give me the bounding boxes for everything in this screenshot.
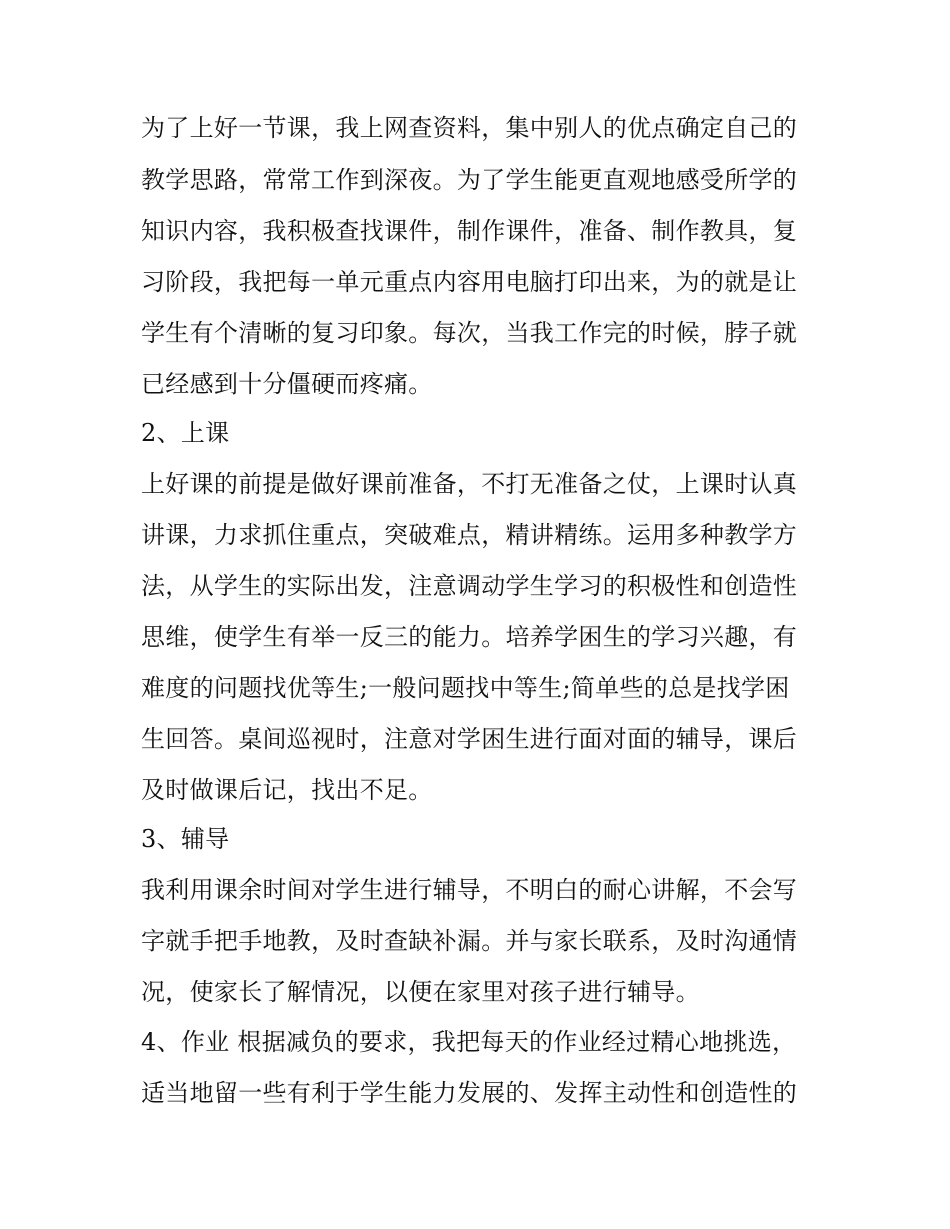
text-line: 思维，使学生有举一反三的能力。培养学困生的学习兴趣，有 bbox=[141, 623, 798, 651]
text-line: 已经感到十分僵硬而疼痛。 bbox=[141, 370, 433, 398]
section-heading: 2、上课 bbox=[141, 419, 230, 447]
text-line: 况，使家长了解情况，以便在家里对孩子进行辅导。 bbox=[141, 978, 700, 1006]
text-line: 知识内容，我积极查找课件，制作课件，准备、制作教具，复 bbox=[141, 217, 798, 245]
text-line: 讲课，力求抓住重点，突破难点，精讲精练。运用多种教学方 bbox=[141, 521, 798, 549]
text-line: 为了上好一节课，我上网查资料，集中别人的优点确定自己的 bbox=[141, 114, 798, 142]
section-heading: 3、辅导 bbox=[141, 825, 230, 853]
text-line: 法，从学生的实际出发，注意调动学生学习的积极性和创造性 bbox=[141, 572, 798, 600]
text-line: 难度的问题找优等生;一般问题找中等生;简单些的总是找学困 bbox=[141, 674, 790, 702]
text-line: 教学思路，常常工作到深夜。为了学生能更直观地感受所学的 bbox=[141, 166, 798, 194]
text-line: 生回答。桌间巡视时，注意对学困生进行面对面的辅导，课后 bbox=[141, 725, 798, 753]
text-line: 我利用课余时间对学生进行辅导，不明白的耐心讲解，不会写 bbox=[141, 876, 798, 904]
text-line: 适当地留一些有利于学生能力发展的、发挥主动性和创造性的 bbox=[141, 1079, 798, 1107]
section-heading: 4、作业 根据减负的要求，我把每天的作业经过精心地挑选， bbox=[141, 1028, 797, 1056]
text-line: 学生有个清晰的复习印象。每次，当我工作完的时候，脖子就 bbox=[141, 319, 798, 347]
text-line: 及时做课后记，找出不足。 bbox=[141, 776, 433, 804]
text-line: 上好课的前提是做好课前准备，不打无准备之仗，上课时认真 bbox=[141, 470, 798, 498]
text-line: 习阶段，我把每一单元重点内容用电脑打印出来，为的就是让 bbox=[141, 268, 798, 296]
text-line: 字就手把手地教，及时查缺补漏。并与家长联系，及时沟通情 bbox=[141, 927, 798, 955]
